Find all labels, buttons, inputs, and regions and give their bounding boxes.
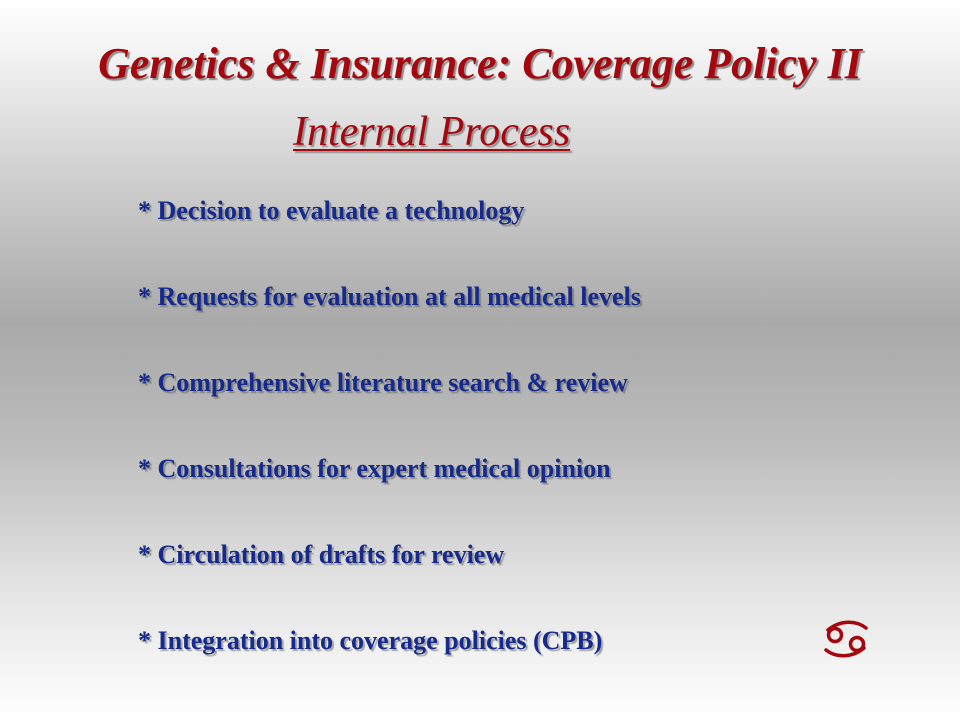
bullet-integration: * Integration into coverage policies (CPB) bbox=[138, 626, 603, 655]
bullet-circulation: * Circulation of drafts for review bbox=[138, 540, 505, 569]
slide-subtitle: Internal Process bbox=[293, 109, 571, 155]
bullet-decision: * Decision to evaluate a technology bbox=[138, 196, 525, 225]
slide-title: Genetics & Insurance: Coverage Policy II bbox=[98, 39, 862, 88]
bullet-list bbox=[138, 193, 641, 709]
bullet-literature-search: * Comprehensive literature search & review bbox=[138, 368, 628, 397]
bullet-consultations: * Consultations for expert medical opinion bbox=[138, 454, 611, 483]
cancer-zodiac-icon bbox=[818, 612, 874, 668]
bullet-requests: * Requests for evaluation at all medical levels bbox=[138, 282, 641, 311]
